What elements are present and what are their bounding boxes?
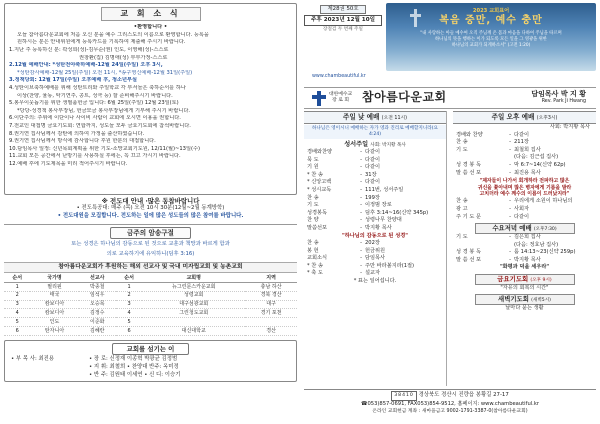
order-of-worship-row: 찬 양 - 성령나무 찬양대 bbox=[307, 217, 402, 224]
servers-row: • 반 주: 김원태 이세연 • 신 디: 이승기 bbox=[89, 371, 181, 378]
right-panel bbox=[304, 3, 596, 421]
order-of-worship-row: 찬 송 - 211장 bbox=[456, 139, 529, 146]
order-of-worship-row: 찬 송 - 우리에게 소원이 하나님의 bbox=[456, 198, 573, 205]
news-line: 11.교회 모든 공간에서 난방기를 사용하실 후에는, 꼭 끄고 가시기 바랍니다. bbox=[9, 153, 181, 160]
order-of-worship-row: 경배와찬양 - 다같이 bbox=[307, 149, 381, 156]
church-phone: ☎053)857-0691, FAX053)854-9512, 홈페이지: www.chambeautiful.kr bbox=[361, 400, 539, 407]
order-of-worship-row: 기 도 - 김은희 집사 bbox=[456, 233, 541, 240]
support-cell: 대구섬광교회 bbox=[142, 300, 245, 309]
support-cell: 뉴그린문스카운교회 bbox=[142, 283, 245, 292]
church-bank-account: 온라인 교회헌금 계좌 : 새마을금고 9002-1791-3387-0(참아름다운교회) bbox=[372, 409, 528, 414]
support-row bbox=[4, 291, 297, 300]
order-of-worship-row: 성 경 봉 독 - 룸 14:13~23(신약 259p) bbox=[456, 249, 576, 256]
news-line: 이상(찬양, 율동, 악기연주, 콩트, 성극 등) 잘 준비해주시기 바랍니다. bbox=[17, 92, 173, 99]
servers-title: 교회를 섬기는 이 bbox=[112, 343, 190, 355]
order-of-worship-row: 기 도 - 이정범 장로 bbox=[307, 202, 392, 209]
order-of-worship-row: 성 경 봉 독 - 막 6:7~14(신약 62p) bbox=[456, 161, 566, 168]
issue-date: 주후 2023년 12월 10일 bbox=[304, 15, 382, 26]
news-line: 1.지난 주 등록하신 분: 곽성희(성)-김무순(권) 인도, 이영해(성)-스스로 bbox=[9, 47, 169, 54]
support-header: 선교사 bbox=[79, 274, 116, 282]
support-table bbox=[4, 274, 297, 335]
support-cell: 캄보디아 bbox=[30, 300, 78, 309]
memory-verse-title: 금주의 암송구절 bbox=[110, 227, 191, 239]
support-cell: 충남 하산 bbox=[245, 283, 297, 292]
order-of-worship-row: 성경봉독 - 딤후 3:14~16(신약 345p) bbox=[307, 209, 429, 216]
evangelism-line: • 전도대원을 모집합니다. 전도하는 일에 많은 성도들의 많은 참여를 바랍니다. bbox=[57, 212, 244, 219]
news-line: 원하시는 분은 안내위원에게 등록카드를 기록하여 제출해 주시기 바랍니다. bbox=[17, 39, 186, 46]
dawn-prayer-note: 날마다 묻는 생활 bbox=[505, 304, 544, 311]
news-line: 5.봉우이웃돕기를 위한 생필품헌금 입니다: 6월 25일(주일) 12월 23일(토) bbox=[9, 100, 179, 107]
order-of-worship-row: 광 고 - 사회자 bbox=[456, 205, 530, 212]
news-line: 3.정책당회: 12월 17일(주일) 오후예배 후, 청소년부실 bbox=[9, 77, 138, 84]
news-line: 12.예배 후에 기도제목을 미리 적어주시기 바랍니다. bbox=[9, 160, 128, 167]
issue-info bbox=[304, 5, 382, 33]
banner-verse: "내 사랑하는 아들 예수여 오직 주님께 온 몸과 마음을 다하여 주님을 따르며 하나님의 뜻을 행하는 이가 되도록 모든 일을 그 영광을 위한 하나님의 교회가 되게하소서" (고전 1:20) bbox=[420, 31, 562, 48]
news-line: *성탄감사예배-12월 25일(주일) 오전 11시, *송구영신예배-12월 31일(주일) bbox=[17, 69, 193, 76]
order-of-worship-row: * 성시교독 - 111번, 성서주일 bbox=[307, 187, 404, 194]
support-cell: 임석우 bbox=[79, 291, 116, 300]
support-cell: 5 bbox=[4, 318, 30, 327]
support-cell: 캄보디아 bbox=[30, 309, 78, 318]
website-link[interactable]: www.chambeautiful.kr bbox=[312, 74, 366, 79]
support-cell: 6 bbox=[4, 326, 30, 335]
afternoon-leader: 사회: 박지황 목사 bbox=[549, 124, 590, 131]
support-cell: 2 bbox=[116, 291, 142, 300]
support-cell: 탄자니아 bbox=[30, 326, 78, 335]
motto-banner bbox=[386, 3, 596, 71]
support-header: 교회명 bbox=[142, 274, 245, 282]
postal-code: 38410 bbox=[391, 391, 417, 401]
stand-footnote: * 표는 일어섭니다. bbox=[353, 277, 397, 284]
news-line: 8.권기연 집사님께서 감탄에 의하여 가정을 출산하였습니다. bbox=[9, 130, 145, 137]
support-cell: 그린청도교회 bbox=[142, 309, 245, 318]
order-of-worship-row: * 신앙고백 - 다같이 bbox=[307, 179, 381, 186]
morning-service bbox=[304, 111, 447, 386]
support-cell: 경산 bbox=[245, 326, 297, 335]
morning-service-title: 주일 낮 예배 (오전 11시) bbox=[304, 111, 446, 124]
order-of-worship-row: 말씀선포 - 박지황 목사 bbox=[307, 225, 392, 231]
support-header: 순서 bbox=[116, 274, 142, 282]
support-cell: 1 bbox=[4, 283, 30, 292]
order-of-worship-row: (다음: 김근섭 집사) bbox=[514, 154, 559, 161]
news-line: 9.권기연 집사님께서 방식에 감사합니다 후원 한분의 대접합니다. bbox=[9, 138, 156, 145]
news-line: 7.전교인 대접명 금요기도회: 연합까지, 성도들 모두 금요기도회에 참석바랍니다. bbox=[9, 122, 191, 129]
support-cell: 필리핀 bbox=[30, 283, 78, 292]
left-panel bbox=[4, 3, 297, 421]
order-of-worship-row: 찬 송 - 202장 bbox=[307, 240, 380, 246]
church-address: 38410 경상북도 경산시 진량읍 봉황길 27-17 bbox=[304, 391, 596, 401]
contact-footer bbox=[304, 389, 596, 421]
support-header: 순서 bbox=[4, 274, 30, 282]
dawn-prayer-title: 새벽기도회 (새벽5시) bbox=[475, 294, 575, 305]
order-of-worship-row: (다음: 정효남 집사) bbox=[514, 241, 559, 248]
banner-year: 2023 교회표어 bbox=[472, 8, 510, 14]
afternoon-service bbox=[453, 111, 596, 386]
support-cell: 경북 경산 bbox=[245, 291, 297, 300]
memory-verse-section bbox=[4, 224, 297, 258]
pastor-name-en: Rev. Park Ji Hwang bbox=[541, 98, 586, 104]
order-of-worship-row: 봉 헌 - 헌금위원 bbox=[307, 247, 386, 254]
support-cell: 2 bbox=[4, 291, 30, 300]
afternoon-sermon-text: "제자들이 나가서 회개하라 전파하고 많은 귀신을 쫓아내며 많은 병자에게 기름을 발라 고치더라 예수 께수의 이름이 드러났지라" bbox=[477, 178, 572, 197]
pastor-name: 담임목사 박 지 황 bbox=[531, 90, 586, 98]
servers-row: • 부 목 사: 최진용 • 장 로: 신정재 이종혁 박광균 김정범 bbox=[11, 355, 178, 362]
support-cell: 3 bbox=[4, 300, 30, 309]
evangelism-title: ※ 전도대 안내 ·많은 동참바랍니다 bbox=[101, 197, 200, 205]
support-cell: 1 bbox=[116, 283, 142, 292]
support-row bbox=[4, 318, 297, 327]
order-of-worship-row: 주 기 도 문 - 다같이 bbox=[456, 213, 530, 220]
order-of-worship-row: 말 씀 선 포 - 박지황 목사 bbox=[456, 256, 541, 263]
support-cell: 박종철 bbox=[79, 283, 116, 292]
evangelism-section bbox=[4, 197, 297, 220]
order-of-worship-row: 경배와 찬양 - 다같이 bbox=[456, 131, 530, 138]
volume-number: 제28권 50호 bbox=[320, 5, 365, 14]
news-line: 오늘 참아름다운교회에 처음 오신 분을 예수 그리스도의 이름으로 환영합니다. 등록을 bbox=[17, 31, 209, 38]
support-cell: 6 bbox=[116, 326, 142, 335]
afternoon-service-title: 주일 오후 예배 (오후3시) bbox=[453, 111, 596, 124]
morning-service-verse: 하나님은 영이시니 예배하는 자가 영과 진리로 예배할지니라(요4:24) bbox=[304, 125, 446, 139]
sunday-theme: 장절검 두 번째 주일 bbox=[323, 27, 363, 33]
support-cell: 대구 bbox=[245, 300, 297, 309]
order-of-worship-row: 기 원 - 다같이 bbox=[307, 164, 381, 171]
church-name: 참아름다운교회 bbox=[362, 90, 447, 104]
support-cell: 4 bbox=[4, 309, 30, 318]
church-name-row bbox=[304, 87, 596, 109]
support-cell: 김혜란 bbox=[79, 326, 116, 335]
church-cross-logo-icon bbox=[312, 91, 326, 106]
support-header: 지역 bbox=[245, 274, 297, 282]
support-header: 국가명 bbox=[30, 274, 78, 282]
support-cell: 3 bbox=[116, 300, 142, 309]
support-cell: 인도 bbox=[30, 318, 78, 327]
support-title: 참아름다운교회가 후원하는 해외 선교사 및 국내 미자립교회 및 농촌교회 bbox=[4, 262, 297, 273]
order-of-worship-row: 말 씀 선 포 - 최진용 목사 bbox=[456, 169, 541, 176]
support-row bbox=[4, 300, 297, 309]
pastor-info bbox=[531, 90, 586, 105]
services-section bbox=[304, 111, 596, 386]
support-cell: 5 bbox=[116, 318, 142, 327]
friday-prayer-theme: "자유의 회복의 시간" bbox=[500, 284, 549, 291]
news-title: 교 회 소 식 bbox=[101, 7, 201, 21]
support-cell: 김정수 bbox=[79, 309, 116, 318]
friday-prayer-title: 금요기도회 (오후 9시) bbox=[475, 274, 575, 285]
wednesday-service-title: 수요저녁 예배 (오후7:30) bbox=[475, 223, 575, 234]
morning-sermon-title: "하나님의 감동으로 된 성경" bbox=[342, 232, 408, 239]
order-of-worship-row: * 축 도 - 설교자 bbox=[307, 270, 381, 277]
news-line: *당당-성경책 봉사부장님, 헌금모금 봉사부장님에게 기부해 주시기 바랍니다. bbox=[17, 107, 191, 114]
evangelism-line: • 전도특공대: 매주 (목) 오전 10시 30분(12월~2월 동계방학) bbox=[76, 205, 225, 212]
support-cell: 대신대학교 bbox=[142, 326, 245, 335]
support-row bbox=[4, 326, 297, 335]
wednesday-sermon-title: "화평과 덕을 세우라" bbox=[499, 264, 550, 271]
support-cell: 이준화 bbox=[79, 318, 116, 327]
news-line: 6.이단주의: 주위에 이단이나 사이비 사람이 교회에 오시면 이용을 권합니다. bbox=[9, 115, 181, 122]
support-cell: 성령교회 bbox=[142, 291, 245, 300]
support-cell: 태국 bbox=[30, 291, 78, 300]
bulletin-header bbox=[304, 3, 596, 87]
support-header-row bbox=[4, 274, 297, 282]
order-of-worship-row: 기 도 - 최철희 집사 bbox=[456, 146, 541, 153]
memory-verse-line: 의로 교육하기에 유익하니(딤후 3:16) bbox=[106, 250, 195, 257]
order-of-worship-row: 묵 도 - 다같이 bbox=[307, 156, 381, 163]
denomination: 대한예수교 장 로 회 bbox=[329, 92, 353, 103]
support-cell bbox=[245, 318, 297, 327]
banner-slogan: 복음 중만, 예수 충만 bbox=[439, 15, 543, 26]
servers-section bbox=[4, 340, 297, 382]
morning-service-subtitle: 성서주일 사회: 박지황 목사 bbox=[344, 141, 406, 149]
order-of-worship-row: * 찬 송 - 31장 bbox=[307, 171, 377, 178]
support-cell bbox=[142, 318, 245, 327]
news-line: 2.12월 예배안내: *성탄전야축하예배-12월 24일(주일) 오후 3시, bbox=[9, 62, 163, 69]
servers-row: • 지 휘: 최철희 • 찬양대 반주: 옥미정 bbox=[89, 363, 179, 370]
news-welcome: •환영합니다 • bbox=[133, 24, 168, 31]
order-of-worship-row: * 찬 송 - 주만 바라볼지라(1절) bbox=[307, 262, 415, 269]
support-row bbox=[4, 283, 297, 292]
support-cell: 4 bbox=[116, 309, 142, 318]
support-cell: 오승목 bbox=[79, 300, 116, 309]
support-row bbox=[4, 309, 297, 318]
memory-verse-line: 또는 성경은 하나님의 감동으로 된 것으로 교훈과 책망과 바르게 함과 bbox=[71, 241, 230, 248]
church-news-box bbox=[4, 3, 297, 195]
news-line: 4.성탄이브축하예배를 위해 성탄트리와 주일학교 각 부서들은 축하순서를 하나 bbox=[9, 84, 186, 91]
order-of-worship-row: 교회소식 - 담임목사 bbox=[307, 255, 386, 262]
news-line: 권창환(집) 김명애(성) 부부가정-스스로 bbox=[79, 54, 168, 61]
order-of-worship-row: 찬 송 - 199장 bbox=[307, 194, 380, 201]
news-line: 10.담임목사 일정: 신년목회계획을 위한 기도-소망교회기도원, 12/11(월)~13일(수) bbox=[9, 145, 201, 152]
support-cell: 경기 포천 bbox=[245, 309, 297, 318]
